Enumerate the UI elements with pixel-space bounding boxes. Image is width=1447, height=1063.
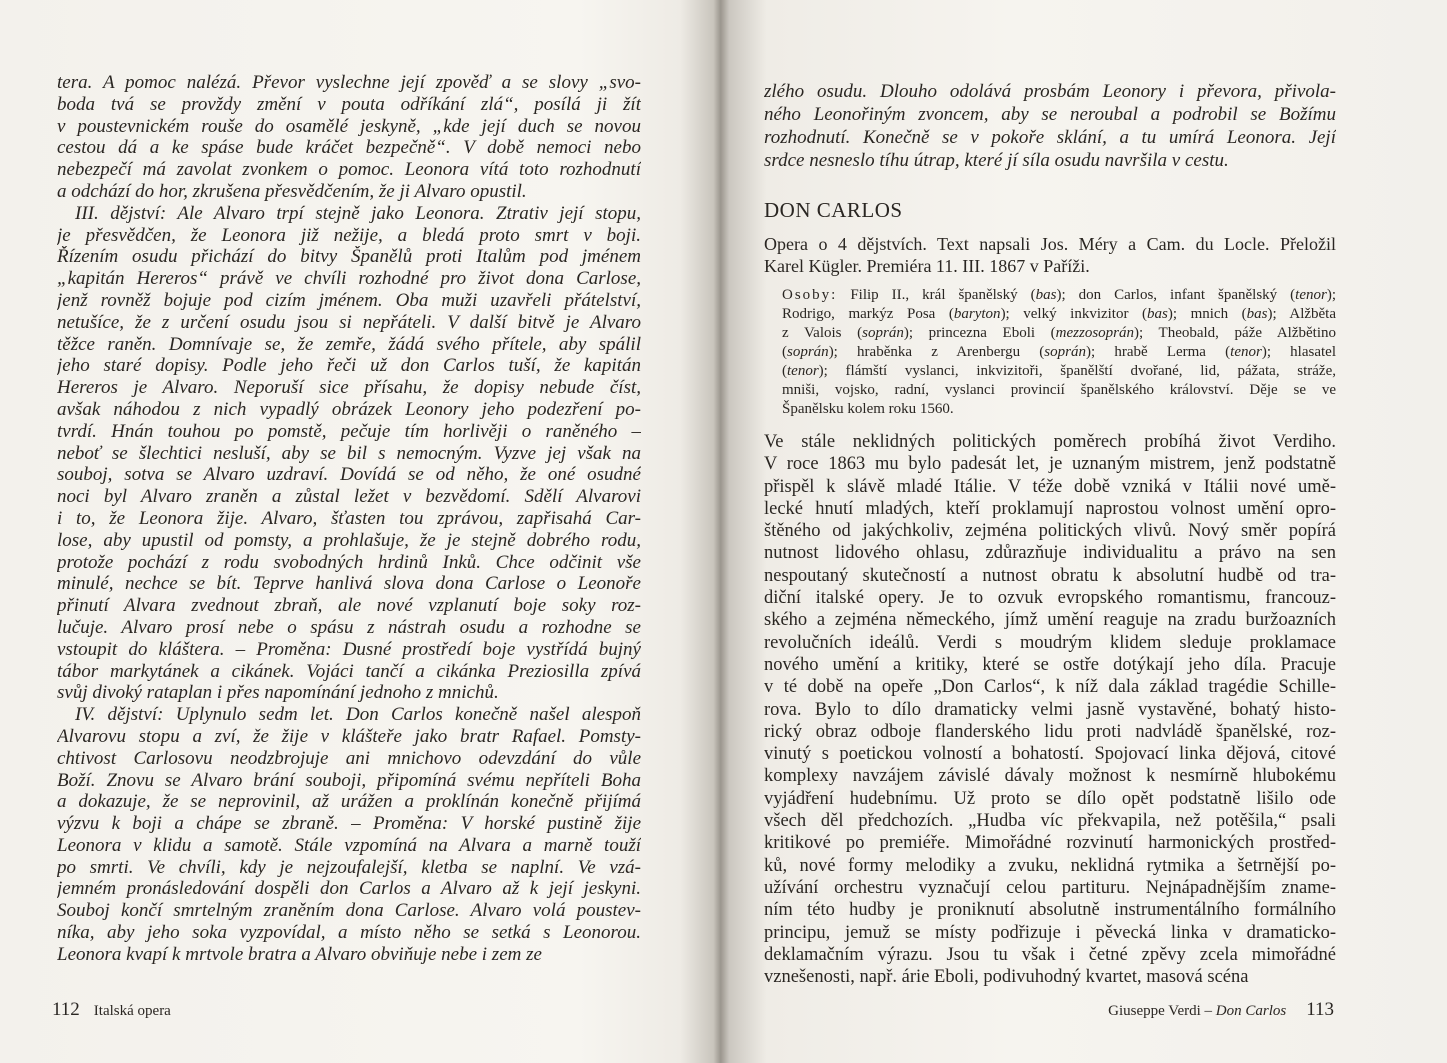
text-line: níka, aby jeho soka vyzpovídal, a místo něho se setká s Leonorou. xyxy=(57,922,641,944)
cast-line: (tenor); flámští vyslanci, inkvizitoři, španělští dvořané, lid, pážata, stráže, xyxy=(782,363,1336,379)
cast-line: z Valois (soprán); princezna Eboli (mezzosoprán); Theobald, páže Alžbětino xyxy=(782,325,1336,341)
text-line: štěného od jakýchkoliv, zejména politických vlivů. Nový směr popírá xyxy=(764,521,1336,542)
text-line: Karel Kügler. Premiéra 11. III. 1867 v Paříži. xyxy=(764,256,1090,276)
left-page-text xyxy=(57,72,641,966)
cast-label: Osoby: xyxy=(782,287,838,303)
text-line: lecké hnutí mladých, kteří proklamují naprostou volnost umění opro- xyxy=(764,498,1336,519)
text-line: V roce 1863 mu bylo padesát let, je uznaným mistrem, jenž podstatně xyxy=(764,454,1336,475)
text-line: Hereros je Alvaro. Neporuší sice přísahu, že dopisy nebude číst, xyxy=(57,377,641,399)
text-line: srdce nesneslo tíhu útrap, které jí síla osudu navršila v cestu. xyxy=(764,150,1229,171)
text-line: deklamačním výrazu. Jsou tu však i četné zpěvy zcela mimořádné xyxy=(764,944,1336,965)
text-line: ného Leonořiným zvoncem, aby se neroubal a podrobil se Božímu xyxy=(764,104,1336,125)
text-line: přinutí Alvara zvednout zbraň, ale nové vzplanutí boje soky roz- xyxy=(57,595,641,617)
text-line: rozhodnutí. Konečně se v pokoře sklání, a tu umírá Leonora. Její xyxy=(764,127,1336,148)
text-line: po smrti. Ve chvíli, kdy je nejzoufalejší, kletba se naplní. Ve vzá- xyxy=(57,856,641,878)
text-line: Leonora kvapí k mrtvole bratra a Alvaro obviňuje nebe i zem ze xyxy=(57,943,542,965)
left-running-head: Italská opera xyxy=(93,1003,171,1019)
text-line: lučuje. Alvaro prosí nebe o spásu z nástrah osudu a rozhodne se xyxy=(57,616,641,638)
text-line: těžce raněn. Domnívaje se, že zemře, žádá svého přítele, aby spálil xyxy=(57,333,641,355)
right-running-head xyxy=(1108,1003,1286,1019)
text-line: kritikové po premiéře. Mimořádné rozvinutí harmonických prostřed- xyxy=(764,833,1336,854)
text-line: Leonora v klidu a samotě. Stále vzpomíná na Alvara a marně touží xyxy=(57,834,641,856)
text-line: vstoupit do kláštera. – Proměna: Dusné prostředí boje vystřídá bujný xyxy=(57,638,641,660)
text-line: Ve stále neklidných politických poměrech probíhá život Verdiho. xyxy=(764,432,1336,452)
text-line: svůj divoký rataplan i přes napomínání jednoho z mnichů. xyxy=(57,682,499,704)
text-line: rický obraz odboje flanderského lidu proti nadvládě španělské, roz- xyxy=(764,721,1336,742)
text-line: a dokazuje, že se neprovinil, až urážen a proklínán konečně přijímá xyxy=(57,791,641,813)
text-line: nespoutaný skutečností a nutnost obratu k absolutní hudbě od tra- xyxy=(764,565,1336,586)
text-line: všech děl předchozích. „Hudba víc překvapila, než potěšila,“ psali xyxy=(764,811,1336,832)
text-line: vznešenosti, např. árie Eboli, podivuhodný kvartet, masová scéna xyxy=(764,967,1249,988)
text-line: avšak náhodou z nich vypadlý obrázek Leonory jeho podezření po- xyxy=(57,398,641,420)
text-line: chtivost Carlosovu neodzbrojuje ani mnichovo odevzdání do vůle xyxy=(57,747,641,769)
text-line: a odchází do hor, zkrušena přesvědčením, že ji Alvaro opustil. xyxy=(57,180,527,202)
text-line: Řízením osudu přichází do bitvy Španělů proti Italům pod jménem xyxy=(57,246,641,268)
text-line: Alvarovu stopu a zví, že žije v klášteře jako bratr Rafael. Pomsty- xyxy=(57,725,641,747)
right-page-footer xyxy=(1108,999,1334,1021)
right-page xyxy=(724,0,1447,1063)
text-line: i to, že Leonora žije. Alvaro, šťasten tou zprávou, zapřisahá Car- xyxy=(57,507,641,529)
text-line: tvrdí. Hnán touhou po pomstě, pečuje tím horlivěji o raněného – xyxy=(57,420,641,442)
text-line: noci byl Alvaro zraněn a zůstal ležet v bezvědomí. Sdělí Alvarovi xyxy=(57,486,641,508)
cast-line: Španělsku kolem roku 1560. xyxy=(782,401,954,417)
cast-list xyxy=(782,286,1336,419)
text-line: komplexy navzájem závislé dávaly možnost k nesmírně hlubokému xyxy=(764,766,1336,787)
text-line: v poustevnickém rouše do osamělé jeskyně, „kde její duch se novou xyxy=(57,115,641,137)
left-page-number: 112 xyxy=(52,999,80,1020)
cast-line: Rodrigo, markýz Posa (baryton); velký inkvizitor (bas); mnich (bas); Alžběta xyxy=(782,306,1336,322)
text-line: ním této hudby je proniknutí absolutně instrumentálního formálního xyxy=(764,900,1336,921)
text-line: „kapitán Hereros“ právě ve chvíli rozhodné pro život dona Carlose, xyxy=(57,268,641,290)
text-line: Boží. Znovu se Alvaro brání souboji, připomíná svému nepříteli Boha xyxy=(57,769,641,791)
text-line: přispěl k slávě mladé Itálie. V téže době vzniká v Itálii nové umě- xyxy=(764,476,1336,497)
text-line: rova. Bylo to dílo dramaticky velmi jasně vystavěné, bohatý histo- xyxy=(764,699,1336,720)
text-line: netušíce, že z určení osudu jsou si nepřáteli. V další bitvě je Alvaro xyxy=(57,311,641,333)
text-line: lose, aby upustil od pomsty, a prohlašuje, že je stejně dobrého rodu, xyxy=(57,529,641,551)
text-line: jemném pronásledování dospěli don Carlos a Alvaro až k její jeskyni. xyxy=(57,878,641,900)
cast-line xyxy=(782,286,1336,305)
text-line: nového umění a kritiky, které se ostře dotýkají jeho díla. Pracuje xyxy=(764,654,1336,675)
text-line: boda tvá se provždy změní v pouta odříkání zlá“, posílá ji žít xyxy=(57,93,641,115)
left-page xyxy=(0,0,718,1063)
text-line: zlého osudu. Dlouho odolává prosbám Leonory i převora, přivola- xyxy=(764,81,1336,102)
right-page-continuation xyxy=(764,80,1336,172)
text-line: nebezpečí má zavolat zvonkem o pomoc. Leonora vítá toto rozhodnutí xyxy=(57,159,641,181)
text-line: minulé, nechce se bít. Teprve hanlivá slova dona Carlose o Leonoře xyxy=(57,573,641,595)
text-line: revolučních ideálů. Verdi s moudrým klidem sleduje proklamace xyxy=(764,632,1336,653)
running-head-title: Don Carlos xyxy=(1215,1003,1287,1019)
body-text xyxy=(764,431,1336,988)
text-line: neboť se šlechtici nesluší, aby se bil s nemocným. Vyzve jej však na xyxy=(57,442,641,464)
text-line: je přesvědčen, že Leonora již nežije, a bledá proto smrt v boji. xyxy=(57,224,641,246)
text-line: diční italské opery. Je to ozvuk evropského romantismu, francouz- xyxy=(764,588,1336,609)
text-line: jeho staré dopisy. Podle jeho řeči už don Carlos tuší, že kapitán xyxy=(57,355,641,377)
left-page-footer xyxy=(52,999,171,1021)
text-line: souboj, sotva se Alvaro uzdraví. Dovídá se od něho, že oné osudné xyxy=(57,464,641,486)
cast-line-text: Filip II., král španělský (bas); don Carlos, infant španělský (tenor); xyxy=(837,287,1336,303)
text-line: Souboj končí smrtelným zraněním dona Carlose. Alvaro volá poustev- xyxy=(57,900,641,922)
text-line: nutnost lidového ohlasu, zdůrazňuje individualitu a právo na sen xyxy=(764,543,1336,564)
text-line: užívání orchestru vyznačují celou partituru. Nejnápadnějším zname- xyxy=(764,877,1336,898)
text-line: IV. dějství: Uplynulo sedm let. Don Carlos konečně našel alespoň xyxy=(75,704,641,726)
text-line: výzvu k boji a chápe se zbraně. – Proměna: V horské pustině žije xyxy=(57,813,641,835)
text-line: cestou dá a ke spáse bude kráčet bezpečně“. V době nemoci nebo xyxy=(57,137,641,159)
text-line: jenž rovněž bojuje pod cizím jménem. Oba muži uzavřeli přátelství, xyxy=(57,289,641,311)
right-page-number: 113 xyxy=(1306,999,1334,1020)
text-line: protože pochází z rodu svobodných hrdinů Inků. Chce odčinit vše xyxy=(57,551,641,573)
text-line: vyjádření hudebnímu. Už proto se dílo opět podstatně lišilo ode xyxy=(764,788,1336,809)
cast-line: (soprán); hraběnka z Arenbergu (soprán); hrabě Lerma (tenor); hlasatel xyxy=(782,344,1336,360)
opera-intro xyxy=(764,233,1336,277)
text-line: ků, nové formy melodiky a zvuku, neklidná rytmika a šetrnější po- xyxy=(764,855,1336,876)
running-head-author: Giuseppe Verdi – xyxy=(1108,1003,1213,1019)
text-line: ského a zejména německého, jímž umění reaguje na zradu buržoazních xyxy=(764,610,1336,631)
text-line: v té době na opeře „Don Carlos“, k níž dala základ tragédie Schille- xyxy=(764,677,1336,698)
text-line: tábor markytánek a cikánek. Vojáci tančí a cikánka Preziosilla zpívá xyxy=(57,660,641,682)
cast-line: mniši, vojsko, radní, vyslanci provincií španělského království. Děje se ve xyxy=(782,382,1336,398)
section-heading: DON CARLOS xyxy=(764,198,903,222)
text-line: vinutý s poetickou volností a bohatostí. Spojovací linka dějová, citové xyxy=(764,744,1336,765)
text-line: Opera o 4 dějstvích. Text napsali Jos. Méry a Cam. du Locle. Přeložil xyxy=(764,234,1336,254)
text-line: principu, jemuž se místy podřizuje i pěvecká linka v dramaticko- xyxy=(764,922,1336,943)
text-line: III. dějství: Ale Alvaro trpí stejně jako Leonora. Ztrativ její stopu, xyxy=(75,202,641,224)
text-line: tera. A pomoc nalézá. Převor vyslechne její zpověď a se slovy „svo- xyxy=(57,72,641,93)
